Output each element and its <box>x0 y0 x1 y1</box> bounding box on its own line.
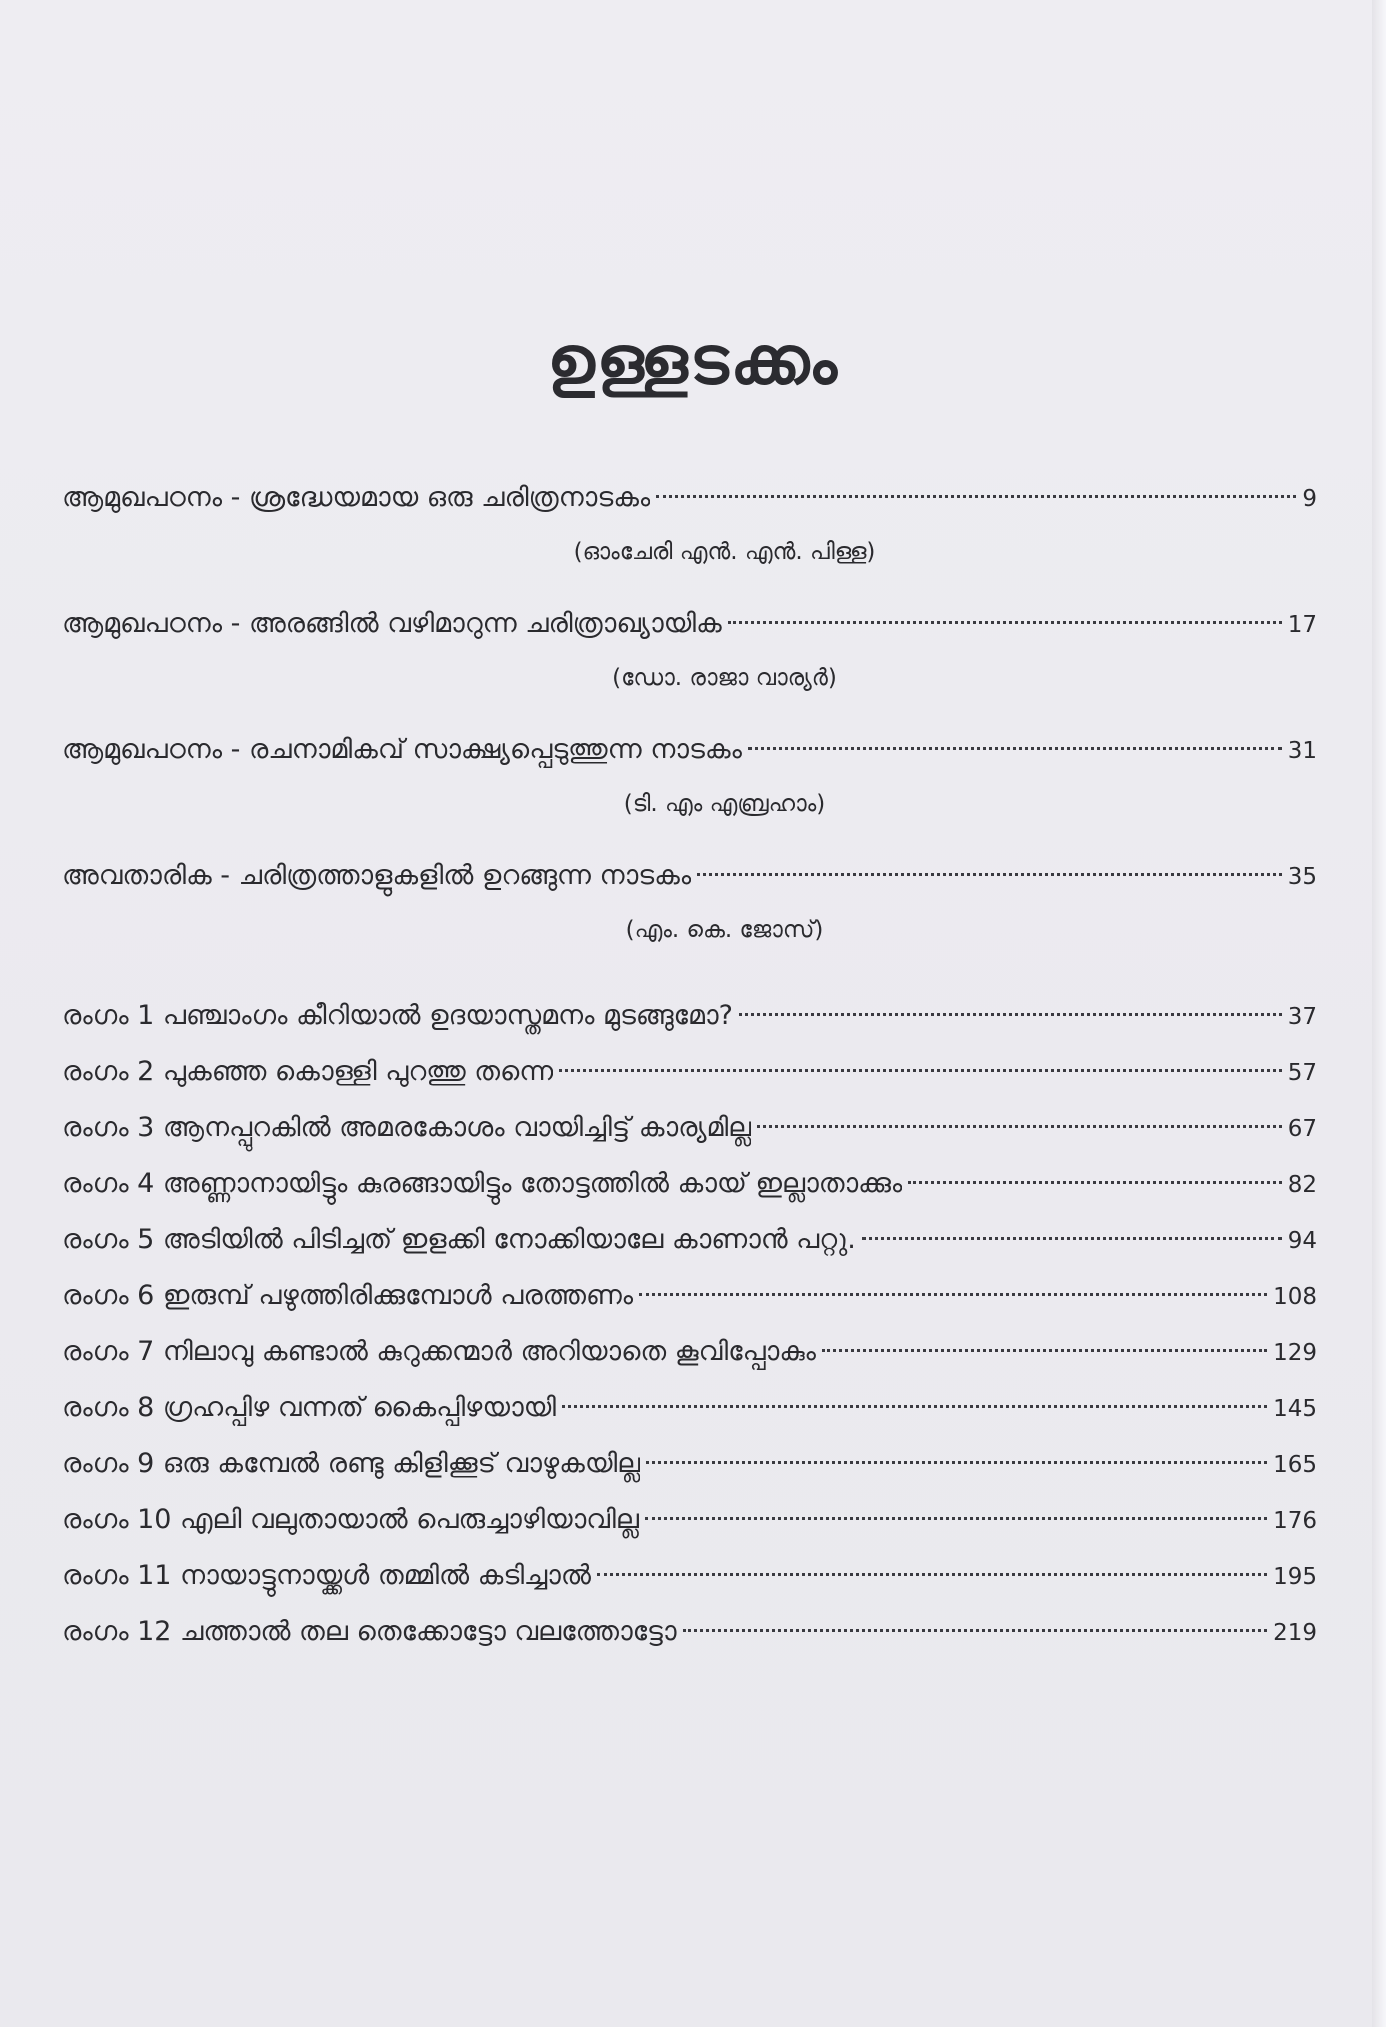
toc-entry <box>62 722 1317 778</box>
toc-entry-author: (ടി. എം എബ്രഹാം) <box>623 791 826 817</box>
toc-entry <box>62 1436 1317 1492</box>
toc-entry-author: (എം. കെ. ജോസ്) <box>625 917 824 943</box>
toc-entry-page: 17 <box>1287 612 1317 638</box>
toc-entry-page: 57 <box>1287 1060 1317 1086</box>
toc-entry-page: 219 <box>1273 1620 1317 1646</box>
toc-entry-page: 67 <box>1287 1116 1317 1142</box>
toc-entry-title: രംഗം 10 എലി വലുതായാൽ പെരുച്ചാഴിയാവില്ല <box>62 1504 639 1535</box>
toc-entry-title: അവതാരിക - ചരിത്രത്താളുകളിൽ ഉറങ്ങുന്ന നാടകം <box>62 860 692 891</box>
toc-entry-page: 165 <box>1273 1452 1317 1478</box>
toc-entry <box>62 1492 1317 1548</box>
dot-leader <box>739 1013 1282 1016</box>
section-gap <box>62 974 1317 988</box>
toc-entry-title: രംഗം 12 ചത്താൽ തല തെക്കോട്ടോ വലത്തോട്ടോ <box>62 1616 677 1647</box>
dot-leader <box>697 873 1282 876</box>
toc-entry <box>62 1100 1317 1156</box>
toc-entry-title: രംഗം 9 ഒരു കമ്പേൽ രണ്ടു കിളിക്കൂട് വാഴുകയില്ല <box>62 1448 641 1479</box>
page-title: ഉള്ളടക്കം <box>547 322 839 399</box>
toc-entry-page: 37 <box>1287 1004 1317 1030</box>
toc-entry <box>62 596 1317 652</box>
toc-entry-title: രംഗം 2 പുകഞ്ഞ കൊള്ളി പുറത്തു തന്നെ <box>62 1056 554 1087</box>
toc-entry-title: രംഗം 5 അടിയിൽ പിടിച്ചത് ഇളക്കി നോക്കിയാലേ കാണാൻ പറ്റു. <box>62 1224 856 1255</box>
toc-entry-page: 176 <box>1273 1508 1317 1534</box>
toc-entry <box>62 1324 1317 1380</box>
dot-leader <box>639 1293 1267 1296</box>
toc-entry-title: രംഗം 7 നിലാവു കണ്ടാൽ കുറുക്കന്മാർ അറിയാതെ കൂവിപ്പോകും <box>62 1336 816 1367</box>
toc-entry-title: രംഗം 6 ഇരുമ്പ് പഴുത്തിരിക്കുമ്പോൾ പരത്തണം <box>62 1280 634 1311</box>
toc-entry-page: 94 <box>1287 1228 1317 1254</box>
toc-entry-author: (ഓംചേരി എൻ. എൻ. പിള്ള) <box>573 539 876 565</box>
toc-entry-page: 82 <box>1287 1172 1317 1198</box>
toc-entry-title: രംഗം 11 നായാട്ടുനായ്ക്കൾ തമ്മിൽ കടിച്ചാൽ <box>62 1560 591 1591</box>
toc-entry-title: ആമുഖപഠനം - ശ്രദ്ധേയമായ ഒരു ചരിത്രനാടകം <box>62 482 651 513</box>
toc-entry <box>62 1268 1317 1324</box>
toc-entry-page: 129 <box>1273 1340 1317 1366</box>
dot-leader <box>822 1349 1267 1352</box>
table-of-contents <box>62 470 1317 1660</box>
toc-entry <box>62 988 1317 1044</box>
dot-leader <box>559 1069 1281 1072</box>
toc-entry-title: രംഗം 3 ആനപ്പുറകിൽ അമരകോശം വായിച്ചിട്ട് കാര്യമില്ല <box>62 1112 752 1143</box>
toc-entry <box>62 1212 1317 1268</box>
dot-leader <box>646 1461 1267 1464</box>
toc-entry-page: 195 <box>1273 1564 1317 1590</box>
dot-leader <box>908 1181 1281 1184</box>
dot-leader <box>656 495 1296 498</box>
toc-entry-page: 9 <box>1302 486 1317 512</box>
toc-entry <box>62 1604 1317 1660</box>
toc-entry-page: 35 <box>1287 864 1317 890</box>
dot-leader <box>597 1573 1267 1576</box>
dot-leader <box>748 747 1282 750</box>
toc-entry-author: (ഡോ. രാജാ വാര്യർ) <box>612 665 837 691</box>
toc-entry-page: 145 <box>1273 1396 1317 1422</box>
dot-leader <box>728 621 1282 624</box>
dot-leader <box>562 1405 1267 1408</box>
toc-entry <box>62 1156 1317 1212</box>
toc-entry <box>62 470 1317 526</box>
toc-entry <box>62 848 1317 904</box>
toc-entry-title: ആമുഖപഠനം - രചനാമികവ് സാക്ഷ്യപ്പെടുത്തുന്ന നാടകം <box>62 734 742 765</box>
toc-entry-title: ആമുഖപഠനം - അരങ്ങിൽ വഴിമാറുന്ന ചരിത്രാഖ്യായിക <box>62 608 722 639</box>
toc-entry-title: രംഗം 4 അണ്ണാനായിട്ടും കുരങ്ങായിട്ടും തോട്ടത്തിൽ കായ് ഇല്ലാതാക്കും <box>62 1168 903 1199</box>
toc-entry-page: 31 <box>1287 738 1317 764</box>
toc-entry <box>62 1044 1317 1100</box>
toc-entry-title: രംഗം 1 പഞ്ചാംഗം കീറിയാൽ ഉദയാസ്തമനം മുടങ്ങുമോ? <box>62 1000 733 1031</box>
page-edge <box>1372 0 1386 2027</box>
toc-entry <box>62 1380 1317 1436</box>
dot-leader <box>645 1517 1267 1520</box>
toc-entry <box>62 1548 1317 1604</box>
dot-leader <box>862 1237 1282 1240</box>
dot-leader <box>683 1629 1268 1632</box>
toc-entry-title: രംഗം 8 ഗ്രഹപ്പിഴ വന്നത് കൈപ്പിഴയായി <box>62 1392 556 1423</box>
toc-entry-page: 108 <box>1273 1284 1317 1310</box>
dot-leader <box>757 1125 1281 1128</box>
